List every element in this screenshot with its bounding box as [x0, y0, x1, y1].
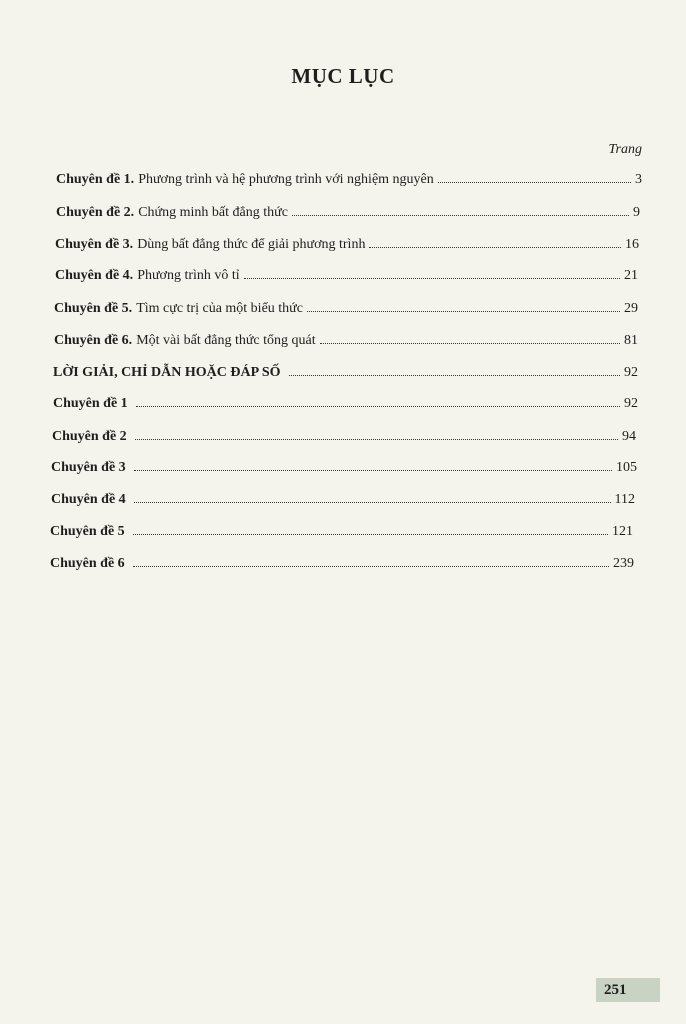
toc-leader-dots	[135, 439, 618, 440]
toc-entry	[56, 170, 642, 190]
toc-page: 9	[633, 205, 640, 220]
toc-entry	[56, 203, 640, 223]
toc-title: Tìm cực trị của một biểu thức	[136, 301, 303, 316]
toc-chapter: Chuyên đề 1	[53, 396, 128, 411]
toc-leader-dots	[134, 470, 612, 471]
toc-leader-dots	[134, 502, 611, 503]
page-number-tab: 251	[596, 978, 660, 1002]
toc-entry	[53, 394, 638, 414]
toc-chapter: Chuyên đề 1.	[56, 172, 135, 187]
toc-leader-dots	[136, 406, 620, 407]
toc-entry	[51, 458, 637, 478]
toc-chapter: Chuyên đề 2	[52, 429, 127, 444]
toc-title: Phương trình vô tỉ	[137, 268, 240, 283]
toc-page: 239	[613, 556, 634, 571]
toc-leader-dots	[244, 278, 620, 279]
toc-chapter: Chuyên đề 4	[51, 492, 126, 507]
toc-page: 94	[622, 429, 636, 444]
toc-entry	[55, 235, 639, 255]
toc-title: Một vài bất đẳng thức tổng quát	[136, 333, 316, 348]
toc-entry	[54, 299, 638, 319]
toc-page: 92	[624, 396, 638, 411]
toc-leader-dots	[133, 566, 609, 567]
toc-page: 3	[635, 172, 642, 187]
toc-page: 81	[624, 333, 638, 348]
toc-page: 92	[624, 365, 638, 380]
toc-page: 105	[616, 460, 637, 475]
toc-title: Phương trình và hệ phương trình với nghiệm nguyên	[138, 172, 434, 187]
toc-leader-dots	[133, 534, 608, 535]
toc-title: Dùng bất đẳng thức để giải phương trình	[137, 237, 366, 252]
toc-page: 21	[624, 268, 638, 283]
toc-entry	[51, 490, 635, 510]
toc-page: 29	[624, 301, 638, 316]
toc-leader-dots	[289, 375, 620, 376]
toc-leader-dots	[320, 343, 620, 344]
toc-entry	[53, 363, 638, 383]
toc-leader-dots	[369, 247, 621, 248]
toc-title: Chứng minh bất đẳng thức	[138, 205, 288, 220]
toc-entry	[50, 554, 634, 574]
toc-chapter: Chuyên đề 3	[51, 460, 126, 475]
page-column-label: Trang	[608, 142, 642, 157]
toc-entry	[52, 427, 636, 447]
toc-chapter: Chuyên đề 6.	[54, 333, 133, 348]
toc-chapter: Chuyên đề 2.	[56, 205, 135, 220]
toc-page: 112	[614, 492, 635, 507]
toc-chapter: Chuyên đề 6	[50, 556, 125, 571]
toc-chapter: Chuyên đề 3.	[55, 237, 134, 252]
toc-leader-dots	[292, 215, 629, 216]
page-title: MỤC LỤC	[291, 64, 395, 88]
toc-chapter: LỜI GIẢI, CHỈ DẪN HOẶC ĐÁP SỐ	[53, 365, 281, 380]
toc-entry	[54, 331, 638, 351]
toc-leader-dots	[307, 311, 620, 312]
toc-entry	[50, 522, 633, 542]
toc-chapter: Chuyên đề 4.	[55, 268, 134, 283]
toc-leader-dots	[438, 182, 631, 183]
toc-page: 121	[612, 524, 633, 539]
toc-chapter: Chuyên đề 5.	[54, 301, 133, 316]
toc-page: 16	[625, 237, 639, 252]
toc-entry	[55, 266, 638, 286]
toc-chapter: Chuyên đề 5	[50, 524, 125, 539]
